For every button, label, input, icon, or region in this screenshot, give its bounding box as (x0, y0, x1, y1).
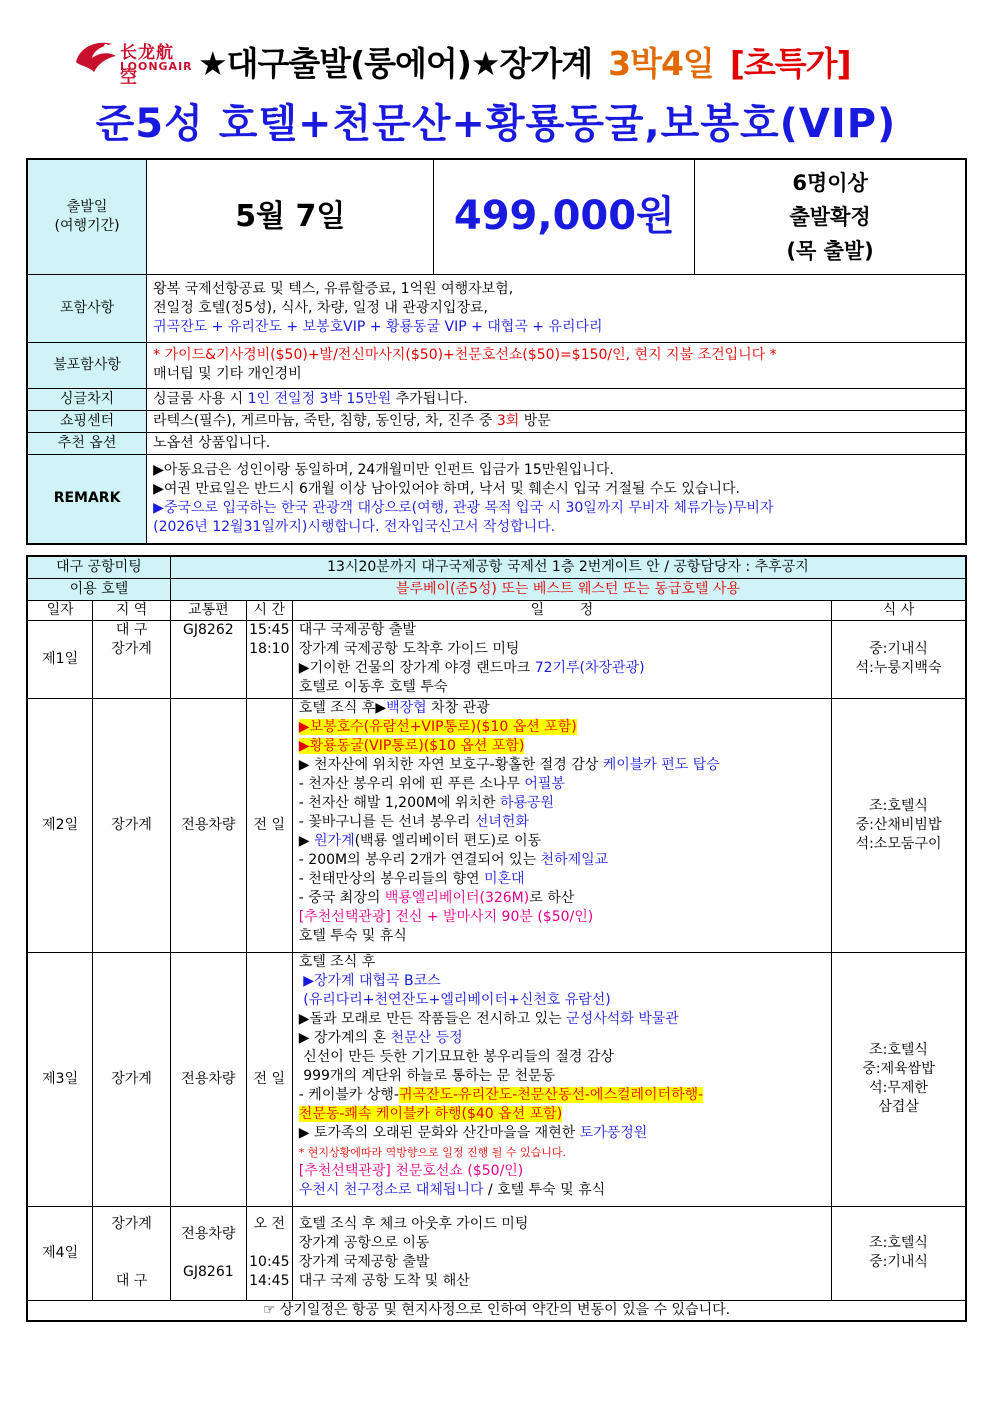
day2-highlight: 선녀헌화 (474, 813, 529, 830)
day3-time: 전 일 (246, 952, 292, 1206)
day1-meal-1: 중:기내식 (869, 641, 928, 657)
day4-line: 호텔 조식 후 체크 아웃후 가이드 미팅 (298, 1216, 529, 1232)
day2-text: - 천태만상의 봉우리들의 향연 (298, 870, 484, 887)
title-special: [초특가] (729, 44, 851, 83)
col-itinerary: 일 정 (292, 600, 831, 620)
day2-meal-3: 석:소모둠구이 (855, 835, 942, 852)
day2-text: - 천자산 해발 1,200M에 위치한 (298, 794, 500, 811)
day2-line (299, 889, 825, 908)
day2-text: 호텔 조식 후▶ (298, 699, 387, 716)
day4-region-spacer (99, 1234, 164, 1272)
day4-line: 장가계 공항으로 이동 (298, 1235, 430, 1251)
day2-highlight: 원가계 (314, 832, 355, 849)
day2-text: - 천자산 봉우리 위에 핀 푸른 소나무 (298, 775, 525, 792)
day3-text: ▶돌과 모래로 만든 작품들은 전시하고 있는 (298, 1010, 567, 1027)
hotel-row (27, 578, 966, 600)
column-header-row (27, 600, 966, 620)
day1-line: 장가계 국제공항 도착후 가이드 미팅 (298, 640, 520, 657)
day4-region-1: 장가계 (111, 1216, 152, 1232)
day3-meal (832, 952, 966, 1206)
day2-text: (백룡 엘리베이터 편도)로 이동 (354, 832, 542, 849)
included-label: 포함사항 (27, 274, 147, 342)
day3-text: - 케이블카 상행- (298, 1086, 399, 1103)
departure-date: 5월 7일 (147, 159, 434, 274)
day1-line (299, 659, 825, 678)
day2-line (299, 851, 825, 870)
day3-region: 장가계 (93, 952, 171, 1206)
day1-region-1: 대 구 (115, 621, 148, 638)
day2-hl-text: ▶황룡동굴(VIP통로)($10 옵션 포함) (298, 737, 525, 754)
airline-logo (72, 36, 193, 88)
day3-line (299, 1086, 825, 1105)
day3-highlight: 토가풍정원 (579, 1124, 648, 1141)
day3-hl-text: 천문동-쾌속 케이블카 하행($40 옵션 포함) (298, 1105, 563, 1122)
day3-itinerary (292, 952, 831, 1206)
page-subtitle: 준5성 호텔+천문산+황룡동굴,보봉호(VIP) (95, 101, 897, 147)
single-text (147, 388, 966, 410)
day1-transport: GJ8262 (170, 620, 246, 698)
excluded-line-1: * 가이드&기사경비($50)+발/전신마사지($50)+천문호선쇼($50)=$150/인, 현지 지불 조건입니다 * (153, 347, 777, 363)
day3-row (27, 952, 966, 1206)
hotel-label: 이용 호텔 (27, 578, 170, 600)
remark-line-1: ▶아동요금은 성인이랑 동일하며, 24개월미만 인펀트 입금가 15만원입니다. (153, 461, 614, 478)
day2-hl-text: ▶보봉호수(유람선+VIP통로)($10 옵션 포함) (298, 718, 577, 735)
day1-region-2: 장가계 (111, 640, 152, 657)
info-table (26, 158, 967, 545)
day4-time-1: 오 전 (253, 1216, 286, 1232)
remark-row (27, 454, 966, 544)
day2-highlight: 어필봉 (524, 775, 565, 792)
day1-time (246, 620, 292, 698)
day2-highlight: 천하제일교 (540, 851, 609, 868)
included-line-1: 왕복 국제선항공료 및 텍스, 유류할증료, 1억원 여행자보험, (153, 280, 514, 297)
single-row (27, 388, 966, 410)
page-title (198, 38, 851, 85)
day2-line (299, 813, 825, 832)
included-row (27, 274, 966, 342)
day2-text: ▶ (298, 832, 315, 849)
day3-text: ▶ 장가계의 혼 (298, 1029, 391, 1046)
day3-hl-text: 귀곡잔도-유리잔도-천문산동선-에스컬레이터하행- (398, 1086, 704, 1103)
departure-row (27, 159, 966, 274)
day3-highlight: 우천시 천구정소로 대체됩니다 (298, 1181, 484, 1198)
day1-time-2: 18:10 (249, 640, 290, 657)
departure-label-1: 출발일 (66, 198, 108, 215)
day3-label: 제3일 (27, 952, 93, 1206)
meeting-text: 13시20분까지 대구국제공항 국제선 1층 2번게이트 안 / 공항담당자 : 추후공지 (170, 556, 966, 578)
day3-line (299, 1124, 825, 1143)
day2-transport: 전용차량 (170, 698, 246, 952)
day1-itinerary (292, 620, 831, 698)
day1-time-1: 15:45 (249, 621, 290, 638)
day1-region (93, 620, 171, 698)
shopping-text (147, 410, 966, 432)
title-days: 3박4일 (608, 44, 714, 83)
excluded-text (147, 342, 966, 388)
min-people-1: 6명이상 (792, 170, 868, 195)
day4-meal-2: 중:기내식 (869, 1254, 928, 1270)
day3-meal-1: 조:호텔식 (869, 1042, 928, 1058)
day3-line (299, 1105, 825, 1124)
day3-meal-3: 석:무제한 (869, 1080, 928, 1096)
day1-line: 대구 국제공항 출발 (298, 621, 416, 638)
day3-line (299, 1010, 825, 1029)
dragon-logo-icon (72, 36, 118, 76)
day4-line: 대구 국제 공항 도착 및 해산 (298, 1273, 470, 1289)
day2-text: 로 하산 (529, 889, 575, 906)
day3-text: / 호텔 투숙 및 휴식 (483, 1181, 606, 1198)
day2-text: - 중국 최장의 (298, 889, 385, 906)
col-region: 지 역 (93, 600, 171, 620)
logo-english-text: LOONGAIR (120, 60, 193, 73)
day4-transport (170, 1206, 246, 1300)
day2-line (299, 737, 825, 756)
day2-itinerary (292, 698, 831, 952)
page-header (0, 0, 992, 150)
day4-transport-1: 전용차량 (181, 1225, 236, 1242)
remark-line-2: ▶여권 만료일은 반드시 6개월 이상 남아있어야 하며, 낙서 및 훼손시 입국 거절될 수도 있습니다. (153, 480, 740, 497)
day3-line (299, 1029, 825, 1048)
day3-line: (유리다리+천연잔도+엘리베이터+신천호 유람선) (298, 991, 611, 1008)
day1-highlight: 72기루(차장관광) (534, 659, 645, 676)
day2-meal-1: 조:호텔식 (869, 797, 928, 814)
day3-meal-2: 중:제육쌈밥 (862, 1061, 935, 1077)
remark-label: REMARK (27, 454, 147, 544)
min-people-3: (목 출발) (786, 238, 874, 263)
day3-line: ▶장가계 대협곡 B코스 (298, 972, 441, 989)
day4-transport-spacer (173, 1244, 244, 1263)
day4-line: 장가계 국제공항 출발 (298, 1254, 430, 1270)
day2-time: 전 일 (246, 698, 292, 952)
title-main: ★대구출발(룽에어)★장가계 (198, 44, 593, 83)
shopping-label: 쇼핑센터 (27, 410, 147, 432)
day3-meal-4: 삼겹살 (878, 1099, 919, 1115)
col-day: 일자 (27, 600, 93, 620)
single-text-a: 싱글룸 사용 시 (153, 390, 248, 407)
logo-chinese-text: 长龙航空 (120, 43, 174, 88)
day1-row (27, 620, 966, 698)
departure-label (27, 159, 147, 274)
meeting-label: 대구 공항미팅 (27, 556, 170, 578)
day1-label: 제1일 (27, 620, 93, 698)
included-line-3: 귀곡잔도 + 유리잔도 + 보봉호VIP + 황룡동굴 VIP + 대협곡 + 유리다리 (153, 318, 603, 335)
single-text-b: 1인 전일정 3박 15만원 (247, 390, 392, 407)
day2-highlight: 하룡공원 (499, 794, 555, 811)
day3-note: * 현지상황에따라 역방향으로 일정 진행 될 수 있습니다. (298, 1145, 567, 1159)
day1-meal (832, 620, 966, 698)
day3-line: 신선이 만든 듯한 기기묘묘한 봉우리들의 절경 감상 (298, 1048, 614, 1065)
col-transport: 교통편 (170, 600, 246, 620)
day2-label: 제2일 (27, 698, 93, 952)
day2-text: - 꽃바구니를 든 선녀 봉우리 (298, 813, 475, 830)
footer-note: ☞ 상기일정은 항공 및 현지사정으로 인하여 약간의 변동이 있을 수 있습니다. (27, 1300, 966, 1321)
day4-row (27, 1206, 966, 1300)
day3-highlight: 천문산 등정 (390, 1029, 463, 1046)
day4-itinerary (292, 1206, 831, 1300)
day2-row (27, 698, 966, 952)
day2-highlight: 백장협 (386, 699, 427, 716)
day4-meal (832, 1206, 966, 1300)
day2-line (299, 756, 825, 775)
day4-time-3: 14:45 (249, 1273, 290, 1289)
day4-meal-1: 조:호텔식 (869, 1235, 928, 1251)
price: 499,000원 (434, 159, 695, 274)
day1-text: ▶기이한 건물의 장가계 야경 랜드마크 (298, 659, 535, 676)
day2-text: 차창 관광 (426, 699, 490, 716)
day2-text: ▶ 천자산에 위치한 자연 보호구-황홀한 절경 감상 (298, 756, 603, 773)
day2-line (299, 870, 825, 889)
shopping-count: 3회 (496, 412, 520, 429)
remark-line-4: (2026년 12월31일까지)시행합니다. 전자입국신고서 작성합니다. (153, 518, 556, 535)
min-people-2: 출발확정 (789, 204, 871, 229)
day3-line: 호텔 조식 후 (298, 953, 376, 970)
day4-region-2: 대 구 (115, 1273, 148, 1289)
included-line-2: 전일정 호텔(정5성), 식사, 차량, 일정 내 관광지입장료, (153, 299, 488, 316)
day1-meal-2: 석:누룽지백숙 (855, 660, 942, 676)
shopping-text-a: 라텍스(필수), 게르마늄, 죽탄, 침향, 동인당, 차, 진주 중 (153, 412, 497, 429)
departure-label-2: (여행기간) (54, 217, 120, 234)
day2-line (299, 832, 825, 851)
schedule-table (26, 555, 967, 1322)
hotel-text: 블루베이(준5성) 또는 베스트 웨스턴 또는 동급호텔 사용 (170, 578, 966, 600)
remark-text (147, 454, 966, 544)
included-text (147, 274, 966, 342)
footer-row (27, 1300, 966, 1321)
day2-option-line: [추천선택관광] 전신 + 발마사지 90분 ($50/인) (298, 908, 594, 925)
day3-line: 999개의 계단위 하늘로 통하는 문 천문동 (298, 1067, 556, 1084)
day4-region (93, 1206, 171, 1300)
option-row (27, 432, 966, 454)
meeting-row (27, 556, 966, 578)
excluded-line-2: 매너팁 및 기타 개인경비 (153, 366, 302, 382)
day4-time-2: 10:45 (249, 1254, 290, 1270)
day4-label: 제4일 (27, 1206, 93, 1300)
day2-line: 호텔 투숙 및 휴식 (298, 927, 407, 944)
day3-transport: 전용차량 (170, 952, 246, 1206)
day2-text: - 200M의 봉우리 2개가 연결되어 있는 (298, 851, 541, 868)
day4-time-spacer (249, 1234, 290, 1253)
day4-transport-2: GJ8261 (183, 1263, 234, 1280)
day2-highlight: 미혼대 (483, 870, 525, 887)
shopping-text-c: 방문 (519, 412, 551, 429)
min-people (695, 159, 966, 274)
day4-time (246, 1206, 292, 1300)
remark-line-3: ▶중국으로 입국하는 한국 관광객 대상으로(여행, 관광 목적 입국 시 30일까지 무비자 체류가능)무비자 (153, 499, 774, 516)
day1-line: 호텔로 이동후 호텔 투숙 (298, 678, 448, 695)
col-meal: 식 사 (832, 600, 966, 620)
shopping-row (27, 410, 966, 432)
day3-line (299, 1181, 825, 1200)
day3-text: ▶ 토가족의 오래된 문화와 산간마을을 재현한 (298, 1124, 580, 1141)
day2-region: 장가계 (93, 698, 171, 952)
day2-highlight: 케이블카 편도 탑승 (602, 756, 720, 773)
day2-line (299, 699, 825, 718)
day2-meal (832, 698, 966, 952)
col-time: 시 간 (246, 600, 292, 620)
day2-line (299, 718, 825, 737)
day2-meal-2: 중:산채비빔밥 (855, 816, 942, 833)
option-label: 추천 옵션 (27, 432, 147, 454)
single-label: 싱글차지 (27, 388, 147, 410)
day3-highlight: 군성사석화 박물관 (566, 1010, 679, 1027)
option-text: 노옵션 상품입니다. (147, 432, 966, 454)
excluded-row (27, 342, 966, 388)
day2-line (299, 775, 825, 794)
excluded-label: 불포함사항 (27, 342, 147, 388)
day2-highlight: 백룡엘리베이터(326M) (384, 889, 530, 906)
day3-option-line: [추천선택관광] 천문호선쇼 ($50/인) (298, 1162, 524, 1179)
single-text-c: 추가됩니다. (391, 390, 468, 407)
day2-line (299, 794, 825, 813)
